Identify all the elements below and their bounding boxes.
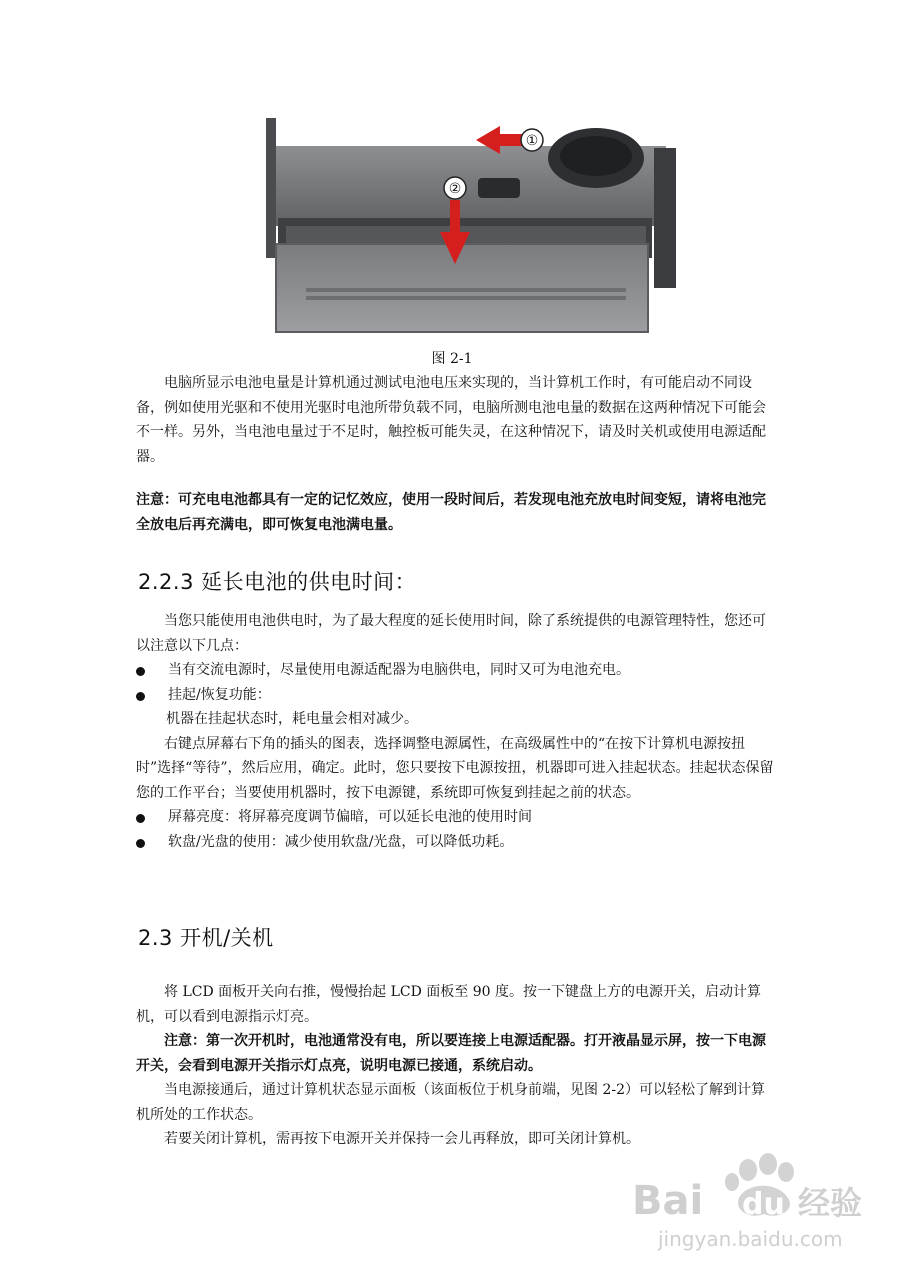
bullet-text: 挂起/恢复功能： xyxy=(168,686,271,703)
body-text: 当电源接通后，通过计算机状态显示面板（该面板位于机身前端，见图 2-2）可以轻松了解到计算机所处的工作状态。 xyxy=(136,1082,765,1123)
bullet-dot-icon xyxy=(136,814,145,823)
bullet-subline: 机器在挂起状态时，耗电量会相对减少。 xyxy=(166,711,418,727)
figure-caption: 图 2-1 xyxy=(431,351,473,367)
baidu-paw-logo-icon xyxy=(628,1148,868,1258)
callout-2: ② xyxy=(448,181,462,197)
note-text: 注意：可充电电池都具有一定的记忆效应，使用一段时间后，若发现电池充放电时间变短，请将电池完全放电后再充满电，即可恢复电池满电量。 xyxy=(136,492,766,533)
bullet-item xyxy=(136,658,776,683)
bullet-item xyxy=(136,805,776,830)
watermark-brand-right: du xyxy=(742,1187,785,1222)
baidu-jingyan-watermark xyxy=(628,1148,868,1258)
bullet-text: 屏幕亮度：将屏幕亮度调节偏暗，可以延长电池的使用时间 xyxy=(168,809,532,825)
watermark-brand-left: Bai xyxy=(632,1178,704,1224)
section-2-3-body xyxy=(136,980,776,1152)
paragraph-battery-level xyxy=(136,371,776,469)
note-text: 注意：第一次开机时，电池通常没有电，所以要连接上电源适配器。打开液晶显示屏，按一下电源开关，会看到电源开关指示灯点亮，说明电源已接通，系统启动。 xyxy=(136,1033,766,1074)
battery-removal-figure xyxy=(266,118,676,334)
laptop-battery-illustration xyxy=(266,118,676,334)
body-text: 将 LCD 面板开关向右推，慢慢抬起 LCD 面板至 90 度。按一下键盘上方的电源开关，启动计算机，可以看到电源指示灯亮。 xyxy=(136,984,761,1025)
intro-text: 当您只能使用电池供电时，为了最大程度的延长使用时间，除了系统提供的电源管理特性，您还可以注意以下几点： xyxy=(136,613,766,654)
section-2-2-3-body xyxy=(136,609,776,854)
watermark-brand-cn: 经验 xyxy=(798,1184,863,1222)
bullet-text: 当有交流电源时，尽量使用电源适配器为电脑供电，同时又可为电池充电。 xyxy=(168,662,630,678)
bullet-dot-icon xyxy=(136,839,145,848)
bullet-item xyxy=(136,683,776,708)
watermark-url: jingyan.baidu.com xyxy=(658,1227,843,1251)
bullet-dot-icon xyxy=(136,692,145,701)
section-heading-2-3: 2.3 开机/关机 xyxy=(138,926,274,950)
note-memory-effect xyxy=(136,488,776,537)
bullet-dot-icon xyxy=(136,667,145,676)
body-text: 电脑所显示电池电量是计算机通过测试电池电压来实现的，当计算机工作时，有可能启动不同设备，例如使用光驱和不使用光驱时电池所带负载不同，电脑所测电池电量的数据在这两种情况下可能会不一样。另外，当电池电量过于不足时，触控板可能失灵，在这种情况下，请及时关机或使用电源适配器。 xyxy=(136,375,766,465)
callout-1: ① xyxy=(525,133,539,149)
bullet-text: 软盘/光盘的使用：减少使用软盘/光盘，可以降低功耗。 xyxy=(168,833,514,850)
body-text: 若要关闭计算机，需再按下电源开关并保持一会儿再释放，即可关闭计算机。 xyxy=(164,1131,640,1147)
section-heading-2-2-3: 2.2.3 延长电池的供电时间： xyxy=(138,570,417,594)
bullet-paragraph: 右键点屏幕右下角的插头的图表，选择调整电源属性，在高级属性中的“在按下计算机电源按扭时”选择“等待”，然后应用，确定。此时，您只要按下电源按扭，机器即可进入挂起状态。挂起状态保留您的工作平台；当要使用机器时，按下电源键，系统即可恢复到挂起之前的状态。 xyxy=(136,735,774,801)
bullet-item xyxy=(136,830,776,855)
